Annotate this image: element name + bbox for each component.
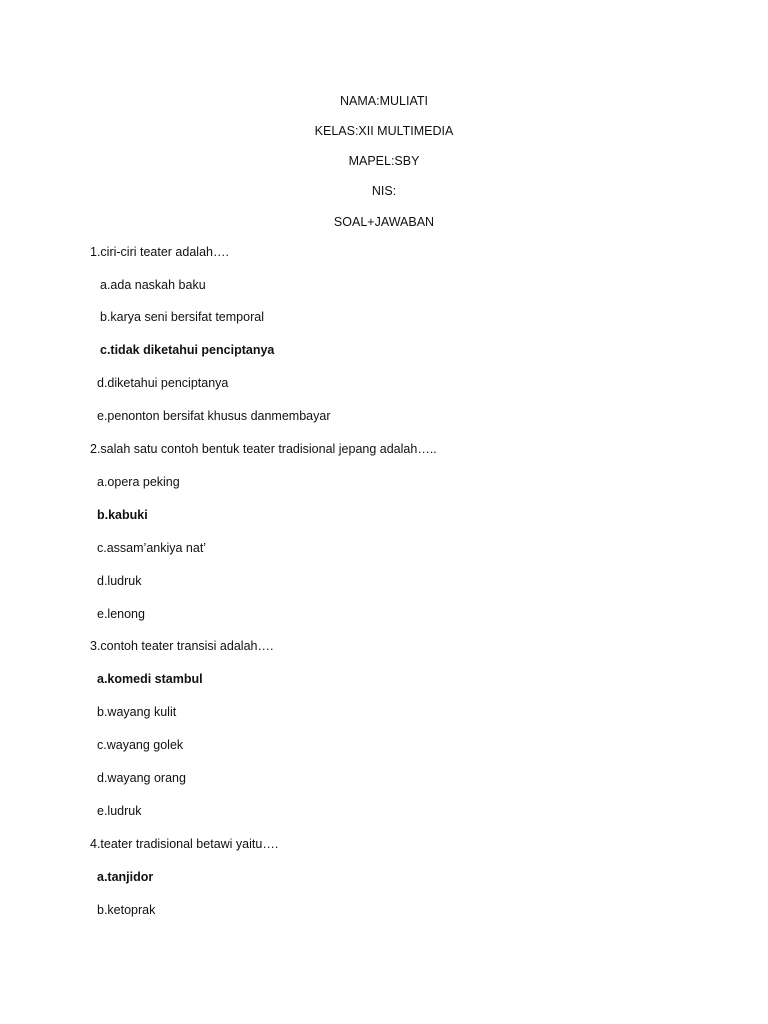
q1-option-a: a.ada naskah baku — [100, 278, 206, 292]
question-1: 1.ciri-ciri teater adalah…. — [90, 245, 229, 259]
q2-option-b-answer: b.kabuki — [97, 508, 148, 522]
q1-option-e: e.penonton bersifat khusus danmembayar — [97, 409, 331, 423]
student-id: NIS: — [371, 184, 397, 198]
q4-option-b: b.ketoprak — [97, 903, 156, 917]
question-3: 3.contoh teater transisi adalah…. — [90, 639, 274, 653]
document-title: SOAL+JAWABAN — [333, 215, 435, 229]
student-name: NAMA:MULIATI — [340, 94, 428, 108]
question-4: 4.teater tradisional betawi yaitu…. — [90, 837, 279, 851]
q1-option-d: d.diketahui penciptanya — [97, 376, 229, 390]
q3-option-e: e.ludruk — [97, 804, 142, 818]
q1-option-c-answer: c.tidak diketahui penciptanya — [100, 343, 275, 357]
q3-option-c: c.wayang golek — [97, 738, 184, 752]
q4-option-a-answer: a.tanjidor — [97, 870, 154, 884]
q1-option-b: b.karya seni bersifat temporal — [100, 310, 264, 324]
q2-option-c: c.assam’ankiya nat’ — [97, 541, 207, 555]
subject: MAPEL:SBY — [348, 154, 420, 168]
q3-option-b: b.wayang kulit — [97, 705, 177, 719]
question-2: 2.salah satu contoh bentuk teater tradisional jepang adalah….. — [90, 442, 437, 456]
q2-option-e: e.lenong — [97, 607, 145, 621]
q3-option-a-answer: a.komedi stambul — [97, 672, 203, 686]
student-class: KELAS:XII MULTIMEDIA — [314, 124, 454, 138]
q2-option-d: d.ludruk — [97, 574, 142, 588]
q3-option-d: d.wayang orang — [97, 771, 186, 785]
q2-option-a: a.opera peking — [97, 475, 180, 489]
